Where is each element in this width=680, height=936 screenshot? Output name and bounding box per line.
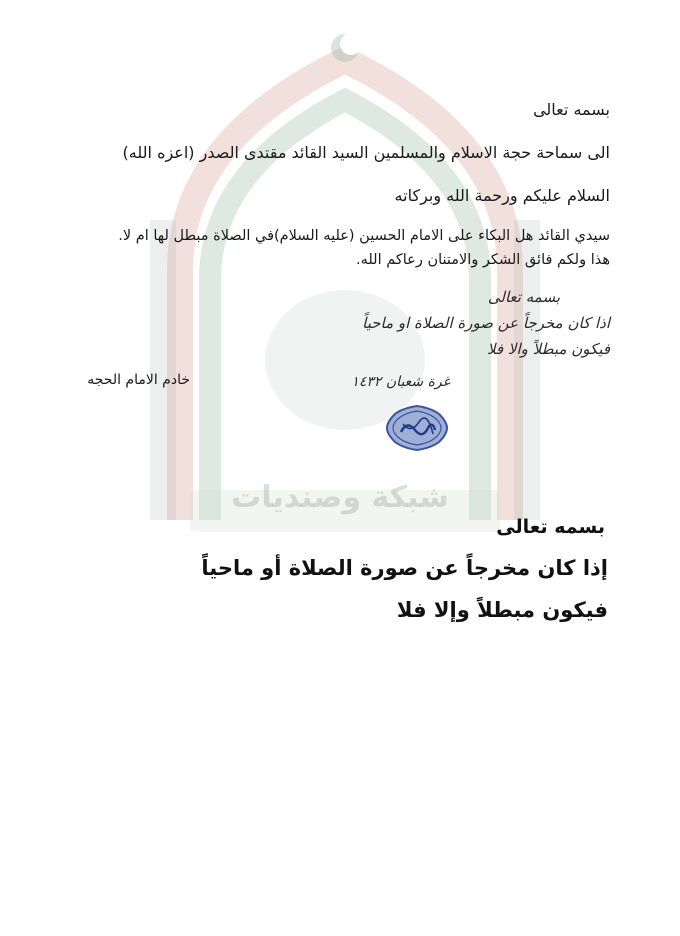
watermark-site-name: شبكة وصنديات — [231, 480, 449, 515]
question-basmala: بسمه تعالى — [533, 100, 610, 119]
question-greeting: السلام عليكم ورحمة الله وبركاته — [394, 186, 610, 205]
handwritten-line1: اذا كان مخرجاً عن صورة الصلاة او ماحياً — [362, 314, 610, 332]
question-signature: خادم الامام الحجه — [87, 372, 190, 388]
question-addressee: الى سماحة حجة الاسلام والمسلمين السيد القائد مقتدى الصدر (اعزه الله) — [122, 143, 610, 162]
answer-basmala: بسمه تعالى — [496, 516, 605, 538]
answer-line1: إذا كان مخرجاً عن صورة الصلاة أو ماحياً — [201, 556, 608, 580]
handwritten-date: غرة شعبان ١٤٣٢ — [351, 374, 450, 390]
seal-stamp-icon — [385, 404, 449, 452]
handwritten-basmala: بسمه تعالى — [487, 288, 560, 306]
mosque-watermark-icon — [150, 20, 540, 540]
question-body-line1: سيدي القائد هل البكاء على الامام الحسين (عليه السلام)في الصلاة مبطل لها ام لا. — [118, 228, 610, 244]
handwritten-line2: فيكون مبطلاً والا فلا — [487, 340, 610, 358]
question-body-line2: هذا ولكم فائق الشكر والامتنان رعاكم الله. — [355, 252, 610, 268]
answer-line2: فيكون مبطلاً وإلا فلا — [396, 598, 608, 622]
